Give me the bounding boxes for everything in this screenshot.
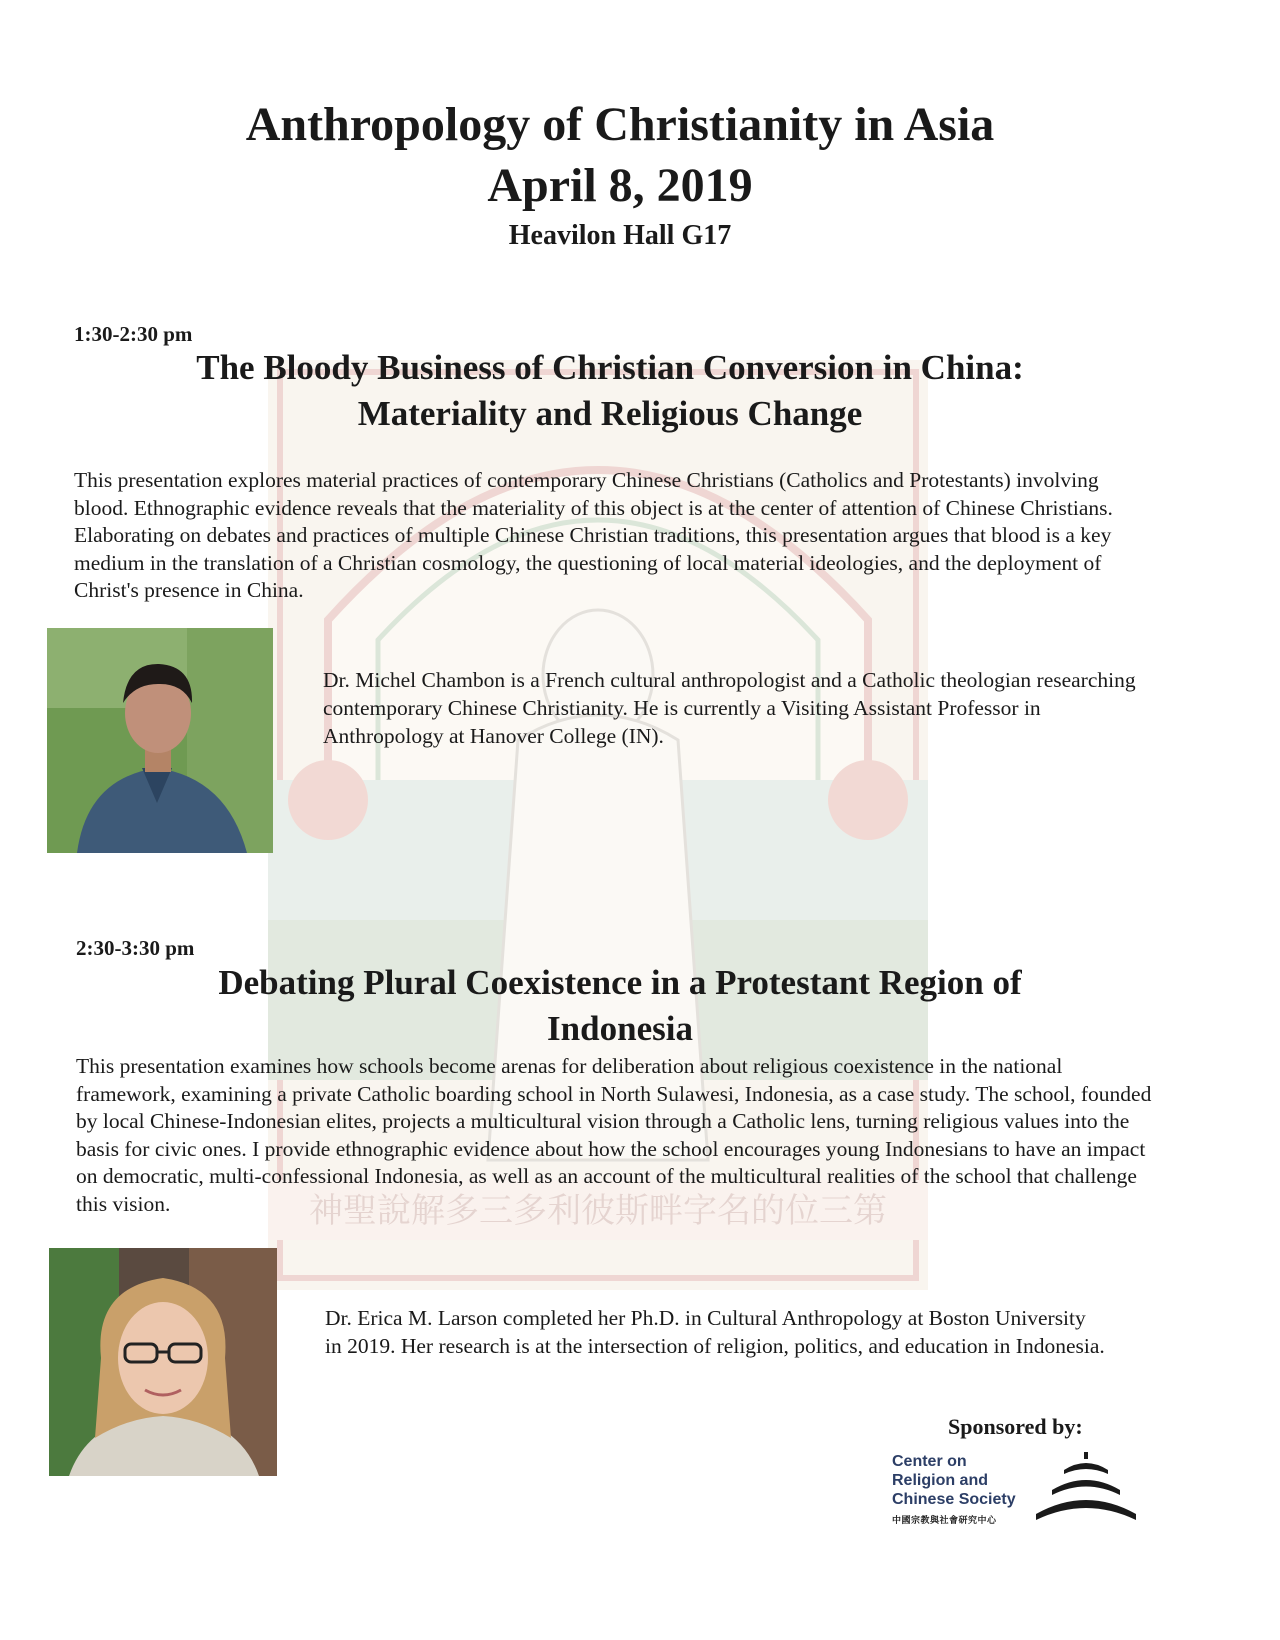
talk-1-title: The Bloody Business of Christian Conversion in China: Materiality and Religious Change [196,348,1024,433]
event-date: April 8, 2019 [487,159,753,212]
sponsor-name-line-1: Center on [892,1453,967,1470]
speaker-1-photo [47,628,273,853]
sponsor-name-line-3: Chinese Society [892,1491,1016,1508]
event-title: Anthropology of Christianity in Asia [245,98,995,151]
speaker-2-photo [49,1248,277,1476]
talk-1-time: 1:30-2:30 pm [74,322,193,346]
event-venue: Heavilon Hall G17 [508,220,732,251]
talk-2-title: Debating Plural Coexistence in a Protestant Region of Indonesia [218,963,1022,1048]
sponsor-name [892,1452,1042,1530]
watermark-inscription: 神聖說解多三多利彼斯畔字名的位三第 [309,1191,887,1231]
event-header [0,95,1240,255]
temple-of-heaven-icon [1030,1452,1142,1524]
sponsor-name-chinese: 中國宗教與社會研究中心 [892,1515,997,1525]
sponsor-label: Sponsored by: [948,1414,1083,1439]
talk-2-time: 2:30-3:30 pm [76,936,195,960]
speaker-2-bio: Dr. Erica M. Larson completed her Ph.D. in Cultural Anthropology at Boston University in 2019. Her research is at the intersection of religion, politics, and education in Indonesia. [325,1306,1105,1358]
talk-2-abstract: This presentation examines how schools become arenas for deliberation about religious coexistence in the national framework, examining a private Catholic boarding school in North Sulawesi, Indonesia, as a case study. The school, founded by local Chinese-Indonesian elites, projects a multicultural vision through a Catholic lens, turning religious values into the basis for civic ones. I provide ethnographic evidence about how the school encourages young Indonesians to have an impact on democratic, multi-confessional Indonesia, as well as an account of the multicultural realities of the school that challenge this vision. [76,1054,1152,1216]
speaker-1-bio: Dr. Michel Chambon is a French cultural anthropologist and a Catholic theologian researching contemporary Chinese Christianity. He is currently a Visiting Assistant Professor in Anthropology at Hanover College (IN). [323,668,1136,748]
sponsor-name-line-2: Religion and [892,1472,988,1489]
talk-1-abstract: This presentation explores material practices of contemporary Chinese Christians (Catholics and Protestants) involving blood. Ethnographic evidence reveals that the materiality of this object is at the center of attention of Chinese Christians. Elaborating on debates and practices of multiple Chinese Christian traditions, this presentation argues that blood is a key medium in the translation of a Christian cosmology, the questioning of local material ideologies, and the deployment of Christ's presence in China. [74,468,1113,602]
